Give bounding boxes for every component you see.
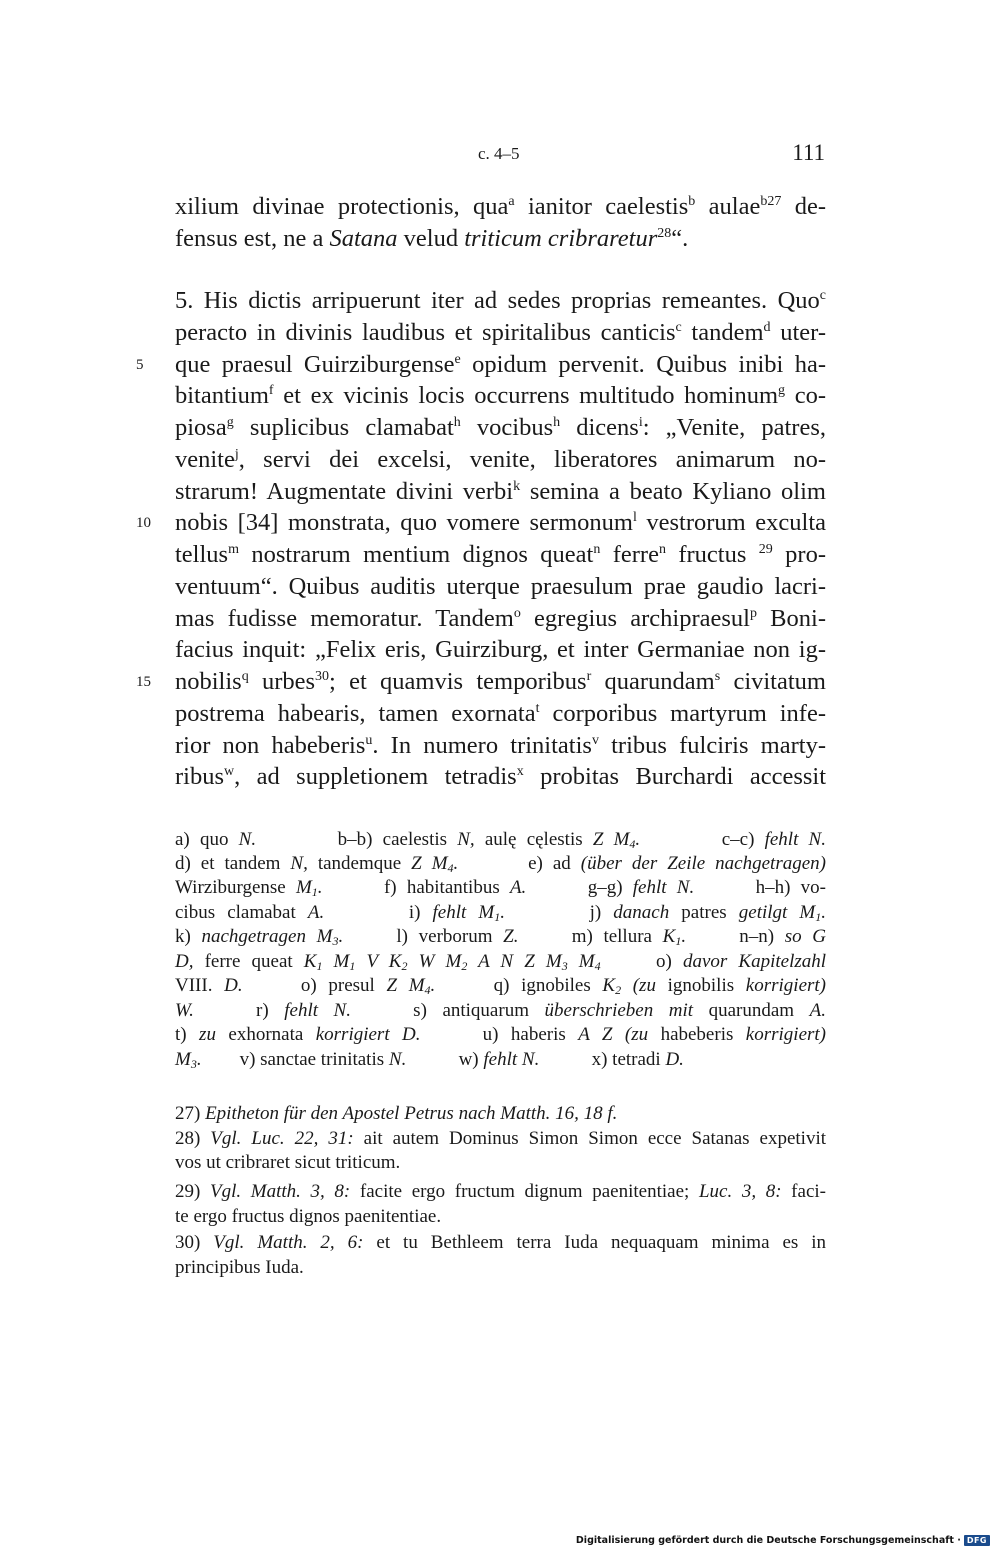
text-line: bitantium$^f$ et ex vicinis locis occurrens multitudo hominum$^g$ co- (175, 382, 826, 409)
apparatus-line: a) quo N. b–b) caelestis N, aulę cęlestis Z $M_4$. c–c) fehlt N. (175, 829, 826, 851)
dfg-credit (576, 1535, 990, 1546)
apparatus-line: cibus clamabat A. i) fehlt $M_1$. j) danach patres getilgt $M_1$. (175, 902, 826, 924)
line-number: 15 (136, 674, 151, 690)
text-line: postrema habearis, tamen exornata$^t$ corporibus martyrum infe- (175, 700, 826, 727)
section-reference: c. 4–5 (478, 144, 520, 163)
text-line: mas fudisse memoratur. Tandem$^o$ egregius archipraesul$^p$ Boni- (175, 605, 826, 632)
running-header (175, 140, 825, 170)
text-line: facius inquit: „Felix eris, Guirziburg, et inter Germaniae non ig- (175, 636, 826, 663)
text-line: strarum! Augmentate divini verbi$^k$ semina a beato Kyliano olim (175, 478, 826, 505)
text-line: que praesul Guirziburgense$^e$ opidum pervenit. Quibus inibi ha- (175, 351, 826, 378)
text-line: ribus$^w$, ad suppletionem tetradis$^x$ probitas Burchardi accessit (175, 763, 827, 790)
apparatus-line: W. r) fehlt N. s) antiquarum überschrieben mit quarundam A. (175, 1000, 826, 1021)
text-line: peracto in divinis laudibus et spiritalibus canticis$^c$ tandem$^d$ uter- (175, 319, 826, 346)
text-line: tellus$^m$ nostrarum mentium dignos queat$^n$ ferre$^n$ fructus $^{29}$ pro- (175, 541, 826, 568)
source-note: 28) Vgl. Luc. 22, 31: ait autem Dominus Simon Simon ecce Satanas expetivit (175, 1128, 827, 1149)
dfg-credit-text: Digitalisierung gefördert durch die Deutsche Forschungsgemeinschaft · (575, 1535, 961, 1546)
source-note: 29) Vgl. Matth. 3, 8: facite ergo fructum dignum paenitentiae; Luc. 3, 8: faci- (175, 1181, 826, 1202)
apparatus-line: t) zu exhornata korrigiert D. u) haberis A Z (zu habeberis korrigiert) (175, 1024, 827, 1045)
apparatus-line: d) et tandem N, tandemque Z $M_4$. e) ad (über der Zeile nachgetragen) (175, 853, 826, 875)
source-note: principibus Iuda. (175, 1257, 304, 1278)
apparatus-line: D, ferre queat $K_1$ $M_1$ V $K_2$ W $M_2$ A N Z $M_3$ $M_4$ o) davor Kapitelzahl (175, 951, 827, 973)
page-number: 111 (792, 140, 825, 165)
line-number: 10 (136, 515, 151, 531)
line-number: 5 (136, 357, 144, 373)
text-line: xilium divinae protectionis, qua$^a$ ianitor caelestis$^b$ aulae$^{b27}$ de- (175, 193, 826, 220)
text-line: 5. His dictis arripuerunt iter ad sedes proprias remeantes. Quo$^c$ (175, 287, 826, 314)
dfg-logo: DFG (964, 1535, 990, 1546)
text-line: nobis [34] monstrata, quo vomere sermonum$^l$ vestrorum exculta (175, 509, 827, 536)
apparatus-line: $M_3$. v) sanctae trinitatis N. w) fehlt N. x) tetradi D. (175, 1049, 684, 1071)
text-line: fensus est, ne a Satana velud triticum cribraretur$^{28}$“. (175, 225, 689, 252)
text-line: nobilis$^q$ urbes$^{30}$; et quamvis temporibus$^r$ quarundam$^s$ civitatum (175, 668, 826, 695)
apparatus-line: k) nachgetragen $M_3$. l) verborum Z. m) tellura $K_1$. n–n) so G (175, 926, 827, 948)
source-note: 27) Epitheton für den Apostel Petrus nach Matth. 16, 18 f. (175, 1103, 618, 1124)
source-note: vos ut cribraret sicut triticum. (175, 1152, 401, 1173)
text-line: piosa$^g$ suplicibus clamabat$^h$ vocibus$^h$ dicens$^i$: „Venite, patres, (175, 414, 826, 441)
apparatus-line: VIII. D. o) presul Z $M_4$. q) ignobiles $K_2$ (zu ignobilis korrigiert) (175, 975, 827, 997)
text-line: ventuum“. Quibus auditis uterque praesulum prae gaudio lacri- (175, 573, 826, 600)
source-note: 30) Vgl. Matth. 2, 6: et tu Bethleem terra Iuda nequaquam minima es in (175, 1232, 827, 1253)
apparatus-line: Wirziburgense $M_1$. f) habitantibus A. g–g) fehlt N. h–h) vo- (175, 877, 827, 899)
text-line: rior non habeberis$^u$. In numero trinitatis$^v$ tribus fulciris marty- (175, 732, 826, 759)
source-note: te ergo fructus dignos paenitentiae. (175, 1206, 442, 1227)
text-line: venite$^j$, servi dei excelsi, venite, liberatores animarum no- (175, 446, 826, 473)
